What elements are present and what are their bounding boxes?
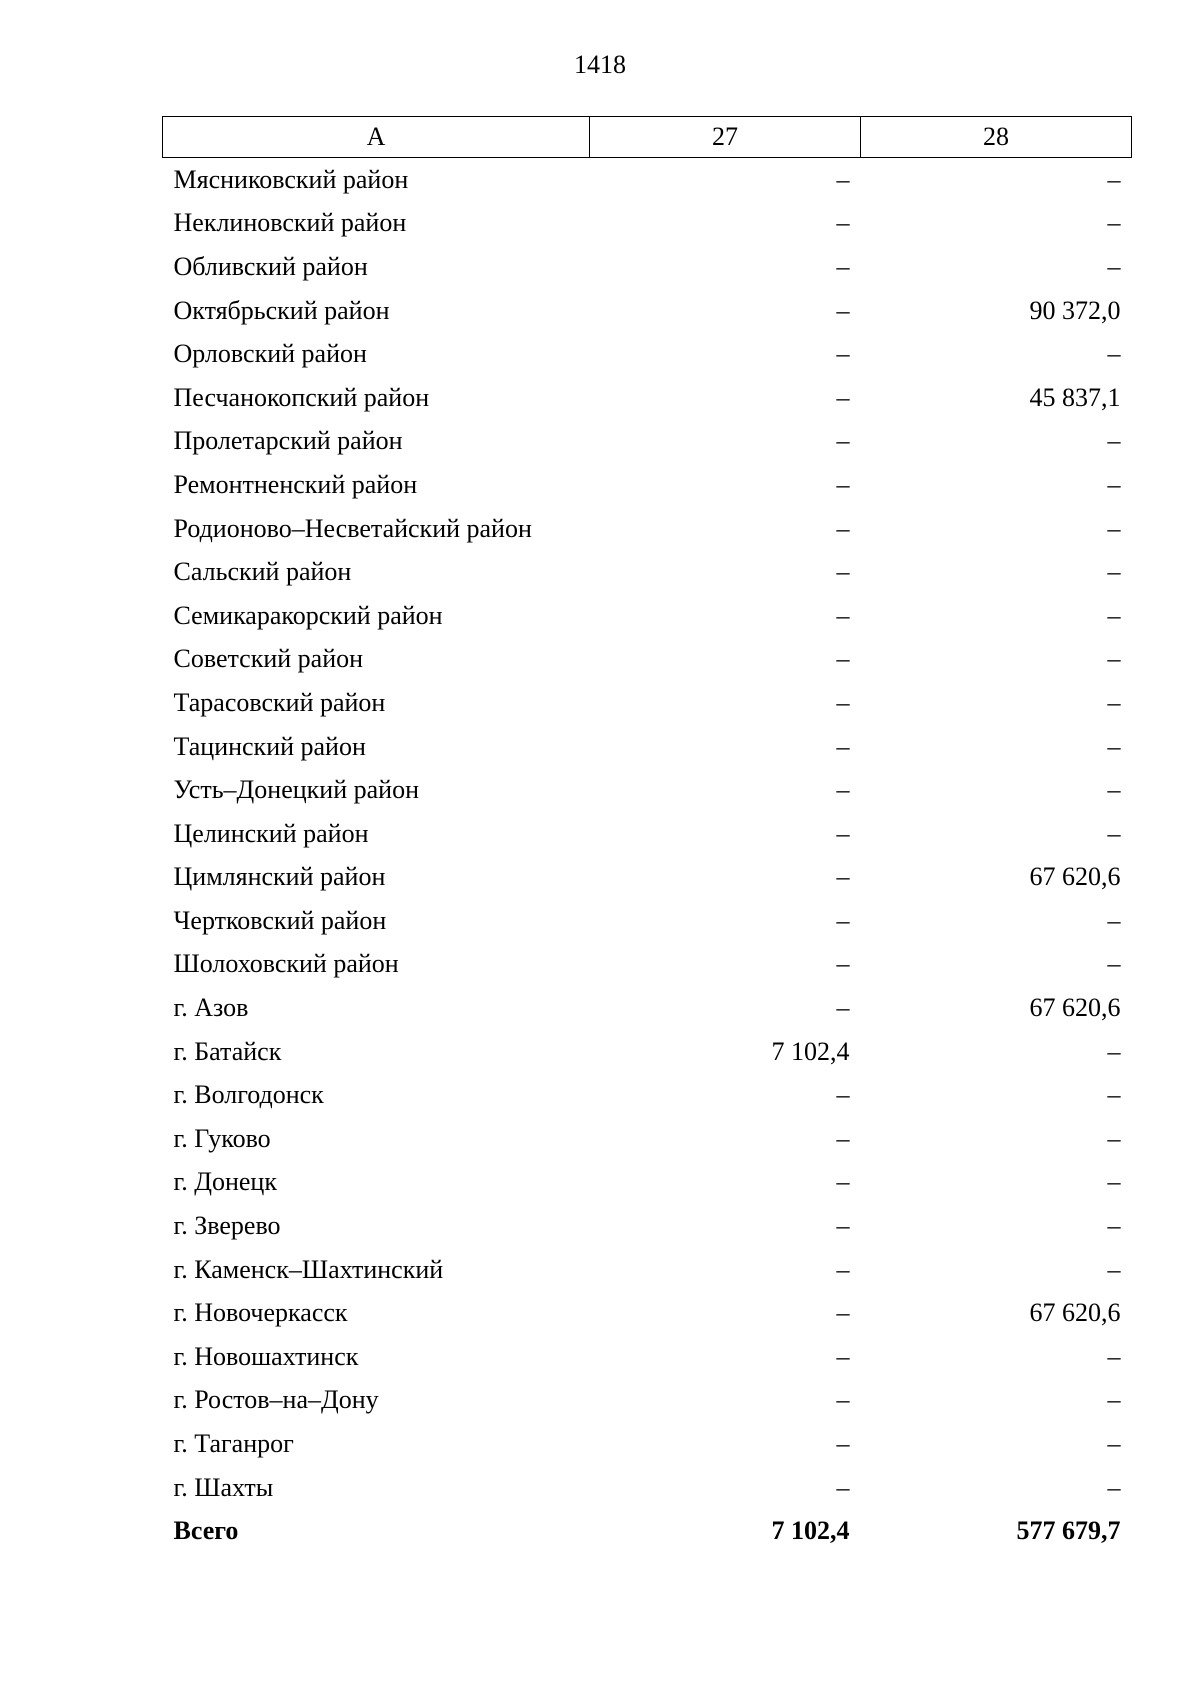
row-label: Цимлянский район <box>173 862 386 892</box>
row-value-27: – <box>836 1298 850 1328</box>
row-label: Чертковский район <box>173 905 387 935</box>
row-label: Неклиновский район <box>173 208 407 238</box>
total-row <box>163 1509 1132 1553</box>
row-value-27: – <box>836 775 850 805</box>
table-row <box>163 245 1132 289</box>
row-label: г. Гуково <box>173 1123 271 1153</box>
row-value-28: – <box>1107 208 1121 238</box>
row-label: Обливский район <box>173 251 368 281</box>
table-row <box>163 463 1132 507</box>
row-value-28: – <box>1107 1167 1121 1197</box>
row-value-28: – <box>1107 339 1121 369</box>
row-value-27: 7 102,4 <box>771 1036 850 1066</box>
row-label: Тацинский район <box>173 731 366 761</box>
table-row <box>163 1030 1132 1074</box>
table-row <box>163 1248 1132 1292</box>
table-row <box>163 376 1132 420</box>
row-label: Октябрьский район <box>173 295 390 325</box>
row-label: Усть–Донецкий район <box>173 775 419 805</box>
table-header <box>163 117 1132 158</box>
row-value-28: – <box>1107 1080 1121 1110</box>
data-table <box>162 116 1132 1553</box>
row-value-27: – <box>836 557 850 587</box>
row-value-28: 67 620,6 <box>1029 993 1121 1023</box>
table-row <box>163 1204 1132 1248</box>
row-value-27: – <box>836 426 850 456</box>
row-value-27: – <box>836 251 850 281</box>
row-value-28: – <box>1107 557 1121 587</box>
row-label: Семикаракорский район <box>173 600 443 630</box>
header-column-28: 28 <box>861 117 1132 158</box>
row-label: г. Таганрог <box>173 1429 294 1459</box>
table-row <box>163 681 1132 725</box>
total-value-27: 7 102,4 <box>771 1516 850 1546</box>
row-value-28: – <box>1107 1254 1121 1284</box>
row-value-28: 67 620,6 <box>1029 862 1121 892</box>
row-label: Советский район <box>173 644 364 674</box>
row-value-28: – <box>1107 731 1121 761</box>
table-row <box>163 725 1132 769</box>
page-number: 1418 <box>574 50 626 79</box>
row-label: Пролетарский район <box>173 426 403 456</box>
row-label: г. Ростов–на–Дону <box>173 1385 379 1415</box>
row-value-28: 90 372,0 <box>1029 295 1121 325</box>
table-row <box>163 332 1132 376</box>
row-label: г. Зверево <box>173 1211 281 1241</box>
row-value-27: – <box>836 1429 850 1459</box>
row-value-28: – <box>1107 775 1121 805</box>
row-value-28: – <box>1107 251 1121 281</box>
row-value-28: – <box>1107 1385 1121 1415</box>
row-value-28: – <box>1107 905 1121 935</box>
table-row <box>163 986 1132 1030</box>
row-label: Сальский район <box>173 557 352 587</box>
header-column-27: 27 <box>590 117 861 158</box>
row-value-28: – <box>1107 600 1121 630</box>
table-row <box>163 1335 1132 1379</box>
row-label: Ремонтненский район <box>173 469 418 499</box>
row-label: г. Шахты <box>173 1472 274 1502</box>
row-value-27: – <box>836 513 850 543</box>
row-value-28: – <box>1107 469 1121 499</box>
row-value-28: – <box>1107 164 1121 194</box>
table-row <box>163 638 1132 682</box>
row-value-27: – <box>836 382 850 412</box>
header-column-a: А <box>163 117 590 158</box>
row-value-28: – <box>1107 818 1121 848</box>
row-value-27: – <box>836 1341 850 1371</box>
row-value-28: – <box>1107 1341 1121 1371</box>
row-value-28: – <box>1107 644 1121 674</box>
row-value-27: – <box>836 1472 850 1502</box>
table-row <box>163 1161 1132 1205</box>
row-value-28: 45 837,1 <box>1029 382 1121 412</box>
table-row <box>163 768 1132 812</box>
row-value-28: – <box>1107 426 1121 456</box>
row-value-27: – <box>836 339 850 369</box>
row-value-27: – <box>836 1123 850 1153</box>
row-value-28: – <box>1107 1211 1121 1241</box>
row-value-27: – <box>836 164 850 194</box>
row-label: Шолоховский район <box>173 949 399 979</box>
row-value-28: – <box>1107 1123 1121 1153</box>
row-value-27: – <box>836 1080 850 1110</box>
row-value-27: – <box>836 993 850 1023</box>
row-label: г. Донецк <box>173 1167 277 1197</box>
table-row <box>163 943 1132 987</box>
header-row <box>163 117 1132 158</box>
table-row <box>163 507 1132 551</box>
table-row <box>163 550 1132 594</box>
table-row <box>163 1073 1132 1117</box>
table-row <box>163 1379 1132 1423</box>
row-value-27: – <box>836 949 850 979</box>
row-value-27: – <box>836 469 850 499</box>
row-value-27: – <box>836 644 850 674</box>
row-value-27: – <box>836 818 850 848</box>
row-label: г. Волгодонск <box>173 1080 324 1110</box>
table-row <box>163 899 1132 943</box>
total-value-28: 577 679,7 <box>1016 1516 1121 1546</box>
row-value-27: – <box>836 1167 850 1197</box>
row-value-27: – <box>836 1385 850 1415</box>
table-row <box>163 1117 1132 1161</box>
total-label: Всего <box>173 1516 239 1546</box>
row-value-28: 67 620,6 <box>1029 1298 1121 1328</box>
row-label: Целинский район <box>173 818 369 848</box>
row-value-28: – <box>1107 1472 1121 1502</box>
table-row <box>163 1466 1132 1510</box>
row-value-27: – <box>836 208 850 238</box>
row-value-27: – <box>836 1254 850 1284</box>
row-label: Тарасовский район <box>173 687 386 717</box>
row-value-28: – <box>1107 1429 1121 1459</box>
row-value-28: – <box>1107 513 1121 543</box>
table-row <box>163 856 1132 900</box>
row-label: г. Батайск <box>173 1036 282 1066</box>
row-label: г. Каменск–Шахтинский <box>173 1254 444 1284</box>
row-label: Песчанокопский район <box>173 382 430 412</box>
row-value-27: – <box>836 600 850 630</box>
table-row <box>163 812 1132 856</box>
row-value-28: – <box>1107 949 1121 979</box>
row-value-27: – <box>836 905 850 935</box>
table-row <box>163 594 1132 638</box>
table-row <box>163 158 1132 202</box>
row-label: г. Азов <box>173 993 249 1023</box>
row-label: Мясниковский район <box>173 164 409 194</box>
row-value-27: – <box>836 1211 850 1241</box>
table-row <box>163 420 1132 464</box>
row-value-28: – <box>1107 687 1121 717</box>
row-label: Родионово–Несветайский район <box>173 513 532 543</box>
table-row <box>163 1422 1132 1466</box>
table-body <box>163 158 1132 1554</box>
row-value-27: – <box>836 295 850 325</box>
row-value-27: – <box>836 731 850 761</box>
table-row <box>163 289 1132 333</box>
row-label: г. Новошахтинск <box>173 1341 359 1371</box>
row-label: г. Новочеркасск <box>173 1298 348 1328</box>
table-row <box>163 202 1132 246</box>
row-label: Орловский район <box>173 339 367 369</box>
table-row <box>163 1291 1132 1335</box>
row-value-28: – <box>1107 1036 1121 1066</box>
row-value-27: – <box>836 687 850 717</box>
row-value-27: – <box>836 862 850 892</box>
